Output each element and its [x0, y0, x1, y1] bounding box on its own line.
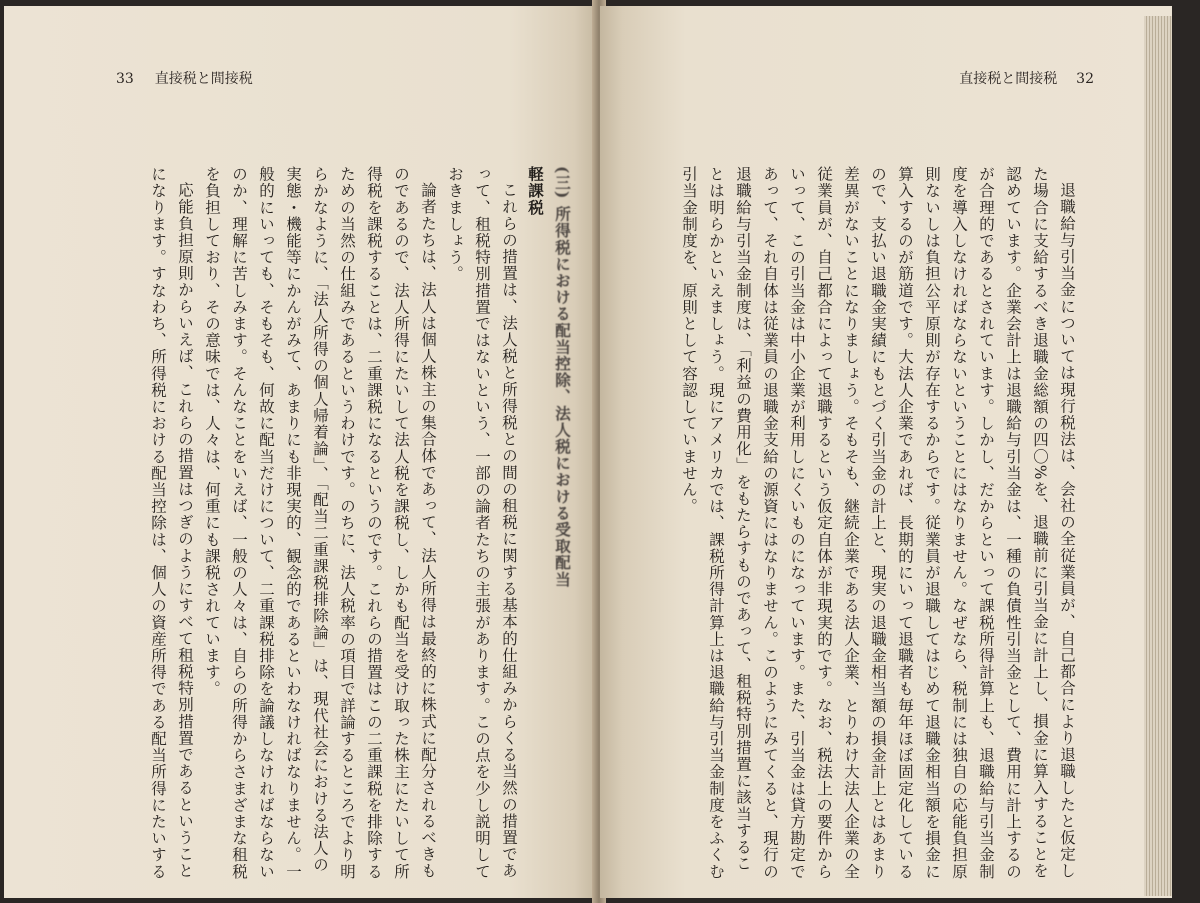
left-page-header [116, 68, 253, 88]
text-line: ための当然の仕組みであるというわけです。のちに、法人税率の項目で詳論するところでより明 [338, 166, 356, 880]
right-page [600, 6, 1172, 898]
right-page-body [660, 166, 1080, 880]
text-line: これらの措置は、法人税と所得税との間の租税に関する基本的仕組みからくる当然の措置であ [500, 181, 518, 879]
section-heading-line: 軽課税 [526, 166, 545, 216]
text-line: 算入するのが筋道です。大法人企業であれば、長期的にいって退職者も毎年ほぼ固定化している [896, 166, 914, 880]
text-line: ので、支払い退職金実績にもとづく引当金の計上と、現実の退職金相当額の損金計上とはあまり [869, 166, 887, 880]
text-line: 差異がないことになりましょう。そもそも、継続企業である法人企業、とりわけ大法人企業の全 [842, 166, 860, 880]
text-line: が合理的であるとされています。しかし、だからといって課税所得計算上も、退職給与引当金制 [977, 166, 995, 880]
right-page-number: 32 [1076, 71, 1094, 87]
text-line: 論者たちは、法人は個人株主の集合体であって、法人所得は最終的に株式に配分されるべきも [419, 181, 437, 879]
text-line: らかなように、「法人所得の個人帰着論」、「配当二重課税排除論」は、現代社会における法人の [311, 166, 329, 874]
text-line: のか、理解に苦しみます。そんなことをいえば、一般の人々は、自らの所得からさまざまな租税 [230, 166, 248, 880]
text-line: のであるので、法人所得にたいして法人税を課税し、しかも配当を受け取った株主にたいして所 [392, 166, 410, 880]
text-line: 度を導入しなければならないということにはなりません。なぜなら、税制には独自の応能負担原 [950, 166, 968, 880]
left-header-title: 直接税と間接税 [154, 71, 253, 87]
page-edge [1144, 16, 1172, 896]
text-line: 退職給与引当金制度は、「利益の費用化」をもたらすものであって、租税特別措置に該当するこ [734, 166, 752, 873]
text-line: あって、それ自体は従業員の退職金支給の源資にはなりません。このようにみてくると、現行の [761, 166, 779, 880]
text-line: おきましょう。 [446, 166, 464, 283]
text-line: を負担しており、その意味では、人々は、何重にも課税されています。 [203, 166, 221, 698]
text-line: 般的にいっても、そもそも、何故に配当だけについて、二重課税排除を論議しなければならない [257, 166, 275, 880]
text-line: た場合に支給するべき退職金総額の四〇%を、退職前に引当金に計上し、損金に算入することを [1031, 166, 1049, 880]
left-page-body [116, 166, 576, 880]
text-line: になります。すなわち、所得税における配当控除は、個人の資産所得である配当所得にたいする [149, 166, 167, 880]
text-line: 実態・機能等にかんがみて、あまりにも非現実的、観念的であるといわなければなりません。一 [284, 166, 302, 880]
text-line: って、租税特別措置ではないという、一部の論者たちの主張があります。この点を少し説明して [473, 166, 491, 880]
text-line: とは明らかといえましょう。現にアメリカでは、課税所得計算上は退職給与引当金制度をふくむ [707, 166, 725, 880]
right-page-header [959, 68, 1094, 88]
text-line: 応能負担原則からいえば、これらの措置はつぎのようにすべて租税特別措置であるということ [176, 181, 194, 879]
left-page [4, 6, 598, 898]
section-heading-line: (三) 所得税における配当控除、法人税における受取配当 [553, 166, 572, 588]
text-line: 退職給与引当金については現行税法は、会社の全従業員が、自己都合により退職したと仮定し [1058, 181, 1076, 879]
text-line: 得税を課税することは、二重課税になるというのです。これらの措置はこの二重課税を排除する [365, 166, 383, 880]
text-line: 従業員が、自己都合によって退職するという仮定自体が非現実的です。なお、税法上の要件から [815, 166, 833, 880]
text-line: いって、この引当金は中小企業が利用しにくいものになっています。また、引当金は貸方勘定で [788, 166, 806, 880]
text-line: 引当金制度を、原則として容認していません。 [680, 166, 698, 515]
right-header-title: 直接税と間接税 [959, 71, 1058, 87]
text-line: 則ないしは負担公平原則が存在するからです。従業員が退職してはじめて退職金相当額を損金に [923, 166, 941, 880]
text-line: 認めています。企業会計上は退職給与引当金は、一種の負債性引当金として、費用に計上するの [1004, 166, 1022, 880]
left-page-number: 33 [116, 71, 134, 87]
